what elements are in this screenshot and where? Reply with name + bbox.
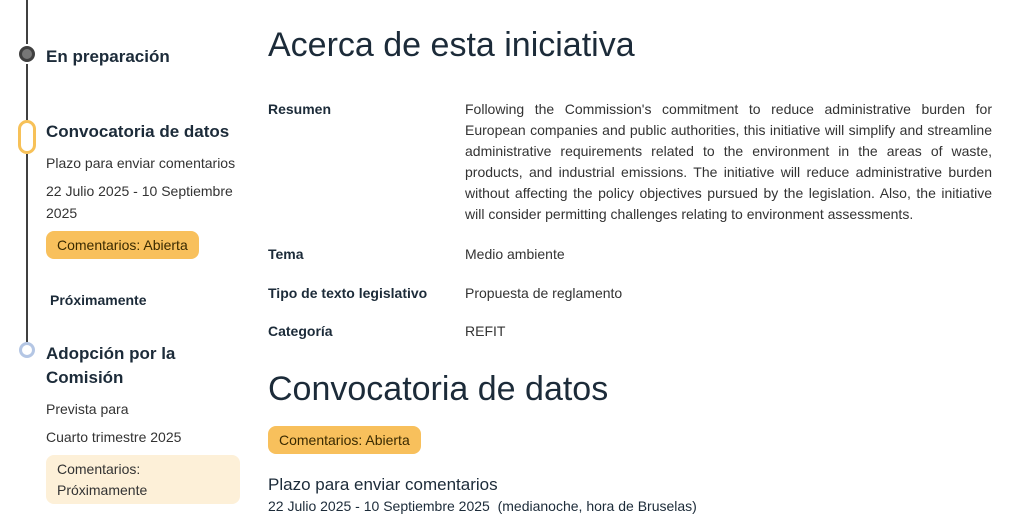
feedback-status-badge: Comentarios: Abierta bbox=[46, 231, 199, 259]
category-value: REFIT bbox=[465, 323, 506, 339]
timeline-line bbox=[26, 0, 28, 44]
call-for-evidence-heading: Convocatoria de datos bbox=[268, 370, 609, 408]
planned-quarter: Cuarto trimestre 2025 bbox=[46, 429, 182, 445]
timeline-line bbox=[26, 154, 28, 342]
summary-text: Following the Commission's commitment to reduce administrative burden for European companies and public authorities, this initiative will simplify and streamline administrative requirements related to the environment in the areas of waste, products, and industrial emissions. The initiative will reduce administrative burden without affecting the policy objectives pursued by the legislation. Also, the initiative will consider permitting challenges relating to environment assessments. bbox=[465, 101, 992, 222]
summary-label: Resumen bbox=[268, 101, 332, 117]
stage-completed-dot-icon bbox=[19, 46, 35, 62]
topic-label: Tema bbox=[268, 246, 304, 262]
feedback-period-label: Plazo para enviar comentarios bbox=[46, 155, 236, 171]
legal-type-value: Propuesta de reglamento bbox=[465, 285, 623, 301]
feedback-heading: Plazo para enviar comentarios bbox=[268, 475, 498, 494]
feedback-upcoming-badge: Comentarios: Próximamente bbox=[46, 455, 240, 504]
category-label: Categoría bbox=[268, 323, 333, 339]
feedback-period-dates: 22 Julio 2025 - 10 Septiembre 2025 bbox=[46, 183, 233, 221]
stage-title-adoption[interactable]: Adopción por la Comisión bbox=[46, 344, 176, 387]
timeline-sidebar bbox=[0, 0, 250, 521]
planned-label: Prevista para bbox=[46, 401, 129, 417]
legal-type-label: Tipo de texto legislativo bbox=[268, 285, 428, 301]
call-status-badge: Comentarios: Abierta bbox=[268, 426, 421, 454]
upcoming-label: Próximamente bbox=[50, 292, 147, 308]
stage-current-marker-icon bbox=[18, 120, 36, 154]
stage-upcoming-dot-icon bbox=[19, 342, 35, 358]
stage-title-call-for-evidence[interactable]: Convocatoria de datos bbox=[46, 122, 230, 141]
stage-title-preparation[interactable]: En preparación bbox=[46, 47, 170, 66]
about-heading: Acerca de esta iniciativa bbox=[268, 26, 635, 64]
feedback-dates: 22 Julio 2025 - 10 Septiembre 2025 (medianoche, hora de Bruselas) bbox=[268, 498, 697, 514]
topic-value: Medio ambiente bbox=[465, 246, 565, 262]
timeline-line bbox=[26, 64, 28, 120]
